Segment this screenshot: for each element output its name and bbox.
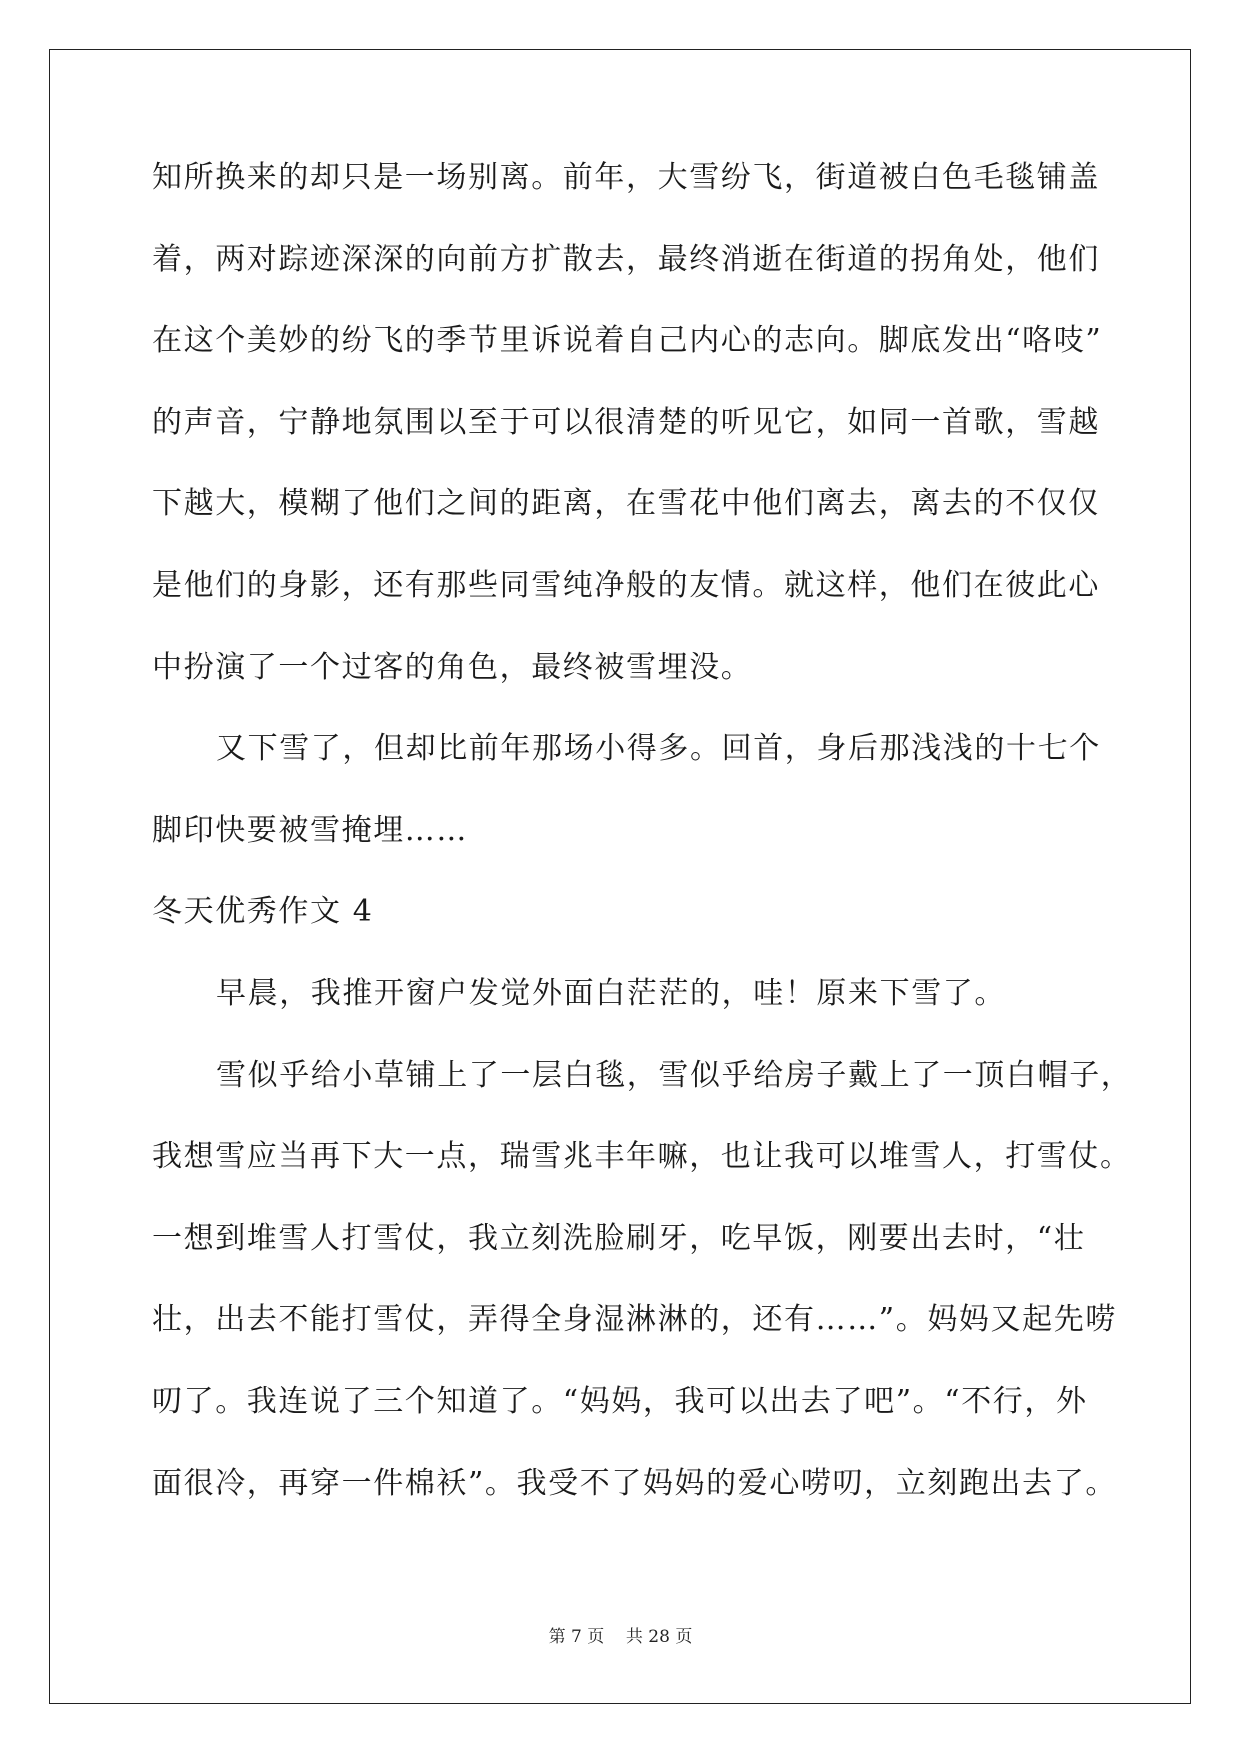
text-line: 知所换来的却只是一场别离。前年，大雪纷飞，街道被白色毛毯铺盖 <box>152 160 1100 195</box>
text-line: 我想雪应当再下大一点，瑞雪兆丰年嘛，也让我可以堆雪人，打雪仗。 <box>152 1139 1132 1175</box>
text-line: 是他们的身影，还有那些同雪纯净般的友情。就这样，他们在彼此心 <box>152 567 1100 603</box>
text-line: 着，两对踪迹深深的向前方扩散去，最终消逝在街道的拐角处，他们 <box>152 241 1100 277</box>
text-line: 的声音，宁静地氛围以至于可以很清楚的听见它，如同一首歌，雪越 <box>152 404 1100 440</box>
text-line: 又下雪了，但却比前年那场小得多。回首，身后那浅浅的十七个 <box>216 731 1101 767</box>
text-line: 脚印快要被雪掩埋…… <box>152 812 468 848</box>
text-line: 面很冷，再穿一件棉袄”。我受不了妈妈的爱心唠叨，立刻跑出去了。 <box>152 1465 1117 1501</box>
text-line: 早晨，我推开窗户发觉外面白茫茫的，哇！原来下雪了。 <box>216 975 1006 1011</box>
text-line: 叨了。我连说了三个知道了。“妈妈，我可以出去了吧”。“不行，外 <box>152 1383 1088 1419</box>
document-body <box>152 158 1133 1545</box>
text-line: 一想到堆雪人打雪仗，我立刻洗脸刷牙，吃早饭，刚要出去时，“壮 <box>152 1220 1086 1256</box>
section-heading: 冬天优秀作文 4 <box>152 894 374 930</box>
page-number: 第 7 页 共 28 页 <box>548 1627 693 1647</box>
page-footer <box>0 1622 1241 1647</box>
text-line: 下越大，模糊了他们之间的距离，在雪花中他们离去，离去的不仅仅 <box>152 486 1100 522</box>
text-line: 壮，出去不能打雪仗，弄得全身湿淋淋的，还有……”。妈妈又起先唠 <box>152 1302 1117 1338</box>
text-line: 在这个美妙的纷飞的季节里诉说着自己内心的志向。脚底发出“咯吱” <box>152 323 1103 359</box>
text-line: 雪似乎给小草铺上了一层白毯，雪似乎给房子戴上了一顶白帽子， <box>216 1057 1133 1093</box>
text-line: 中扮演了一个过客的角色，最终被雪埋没。 <box>152 649 753 685</box>
